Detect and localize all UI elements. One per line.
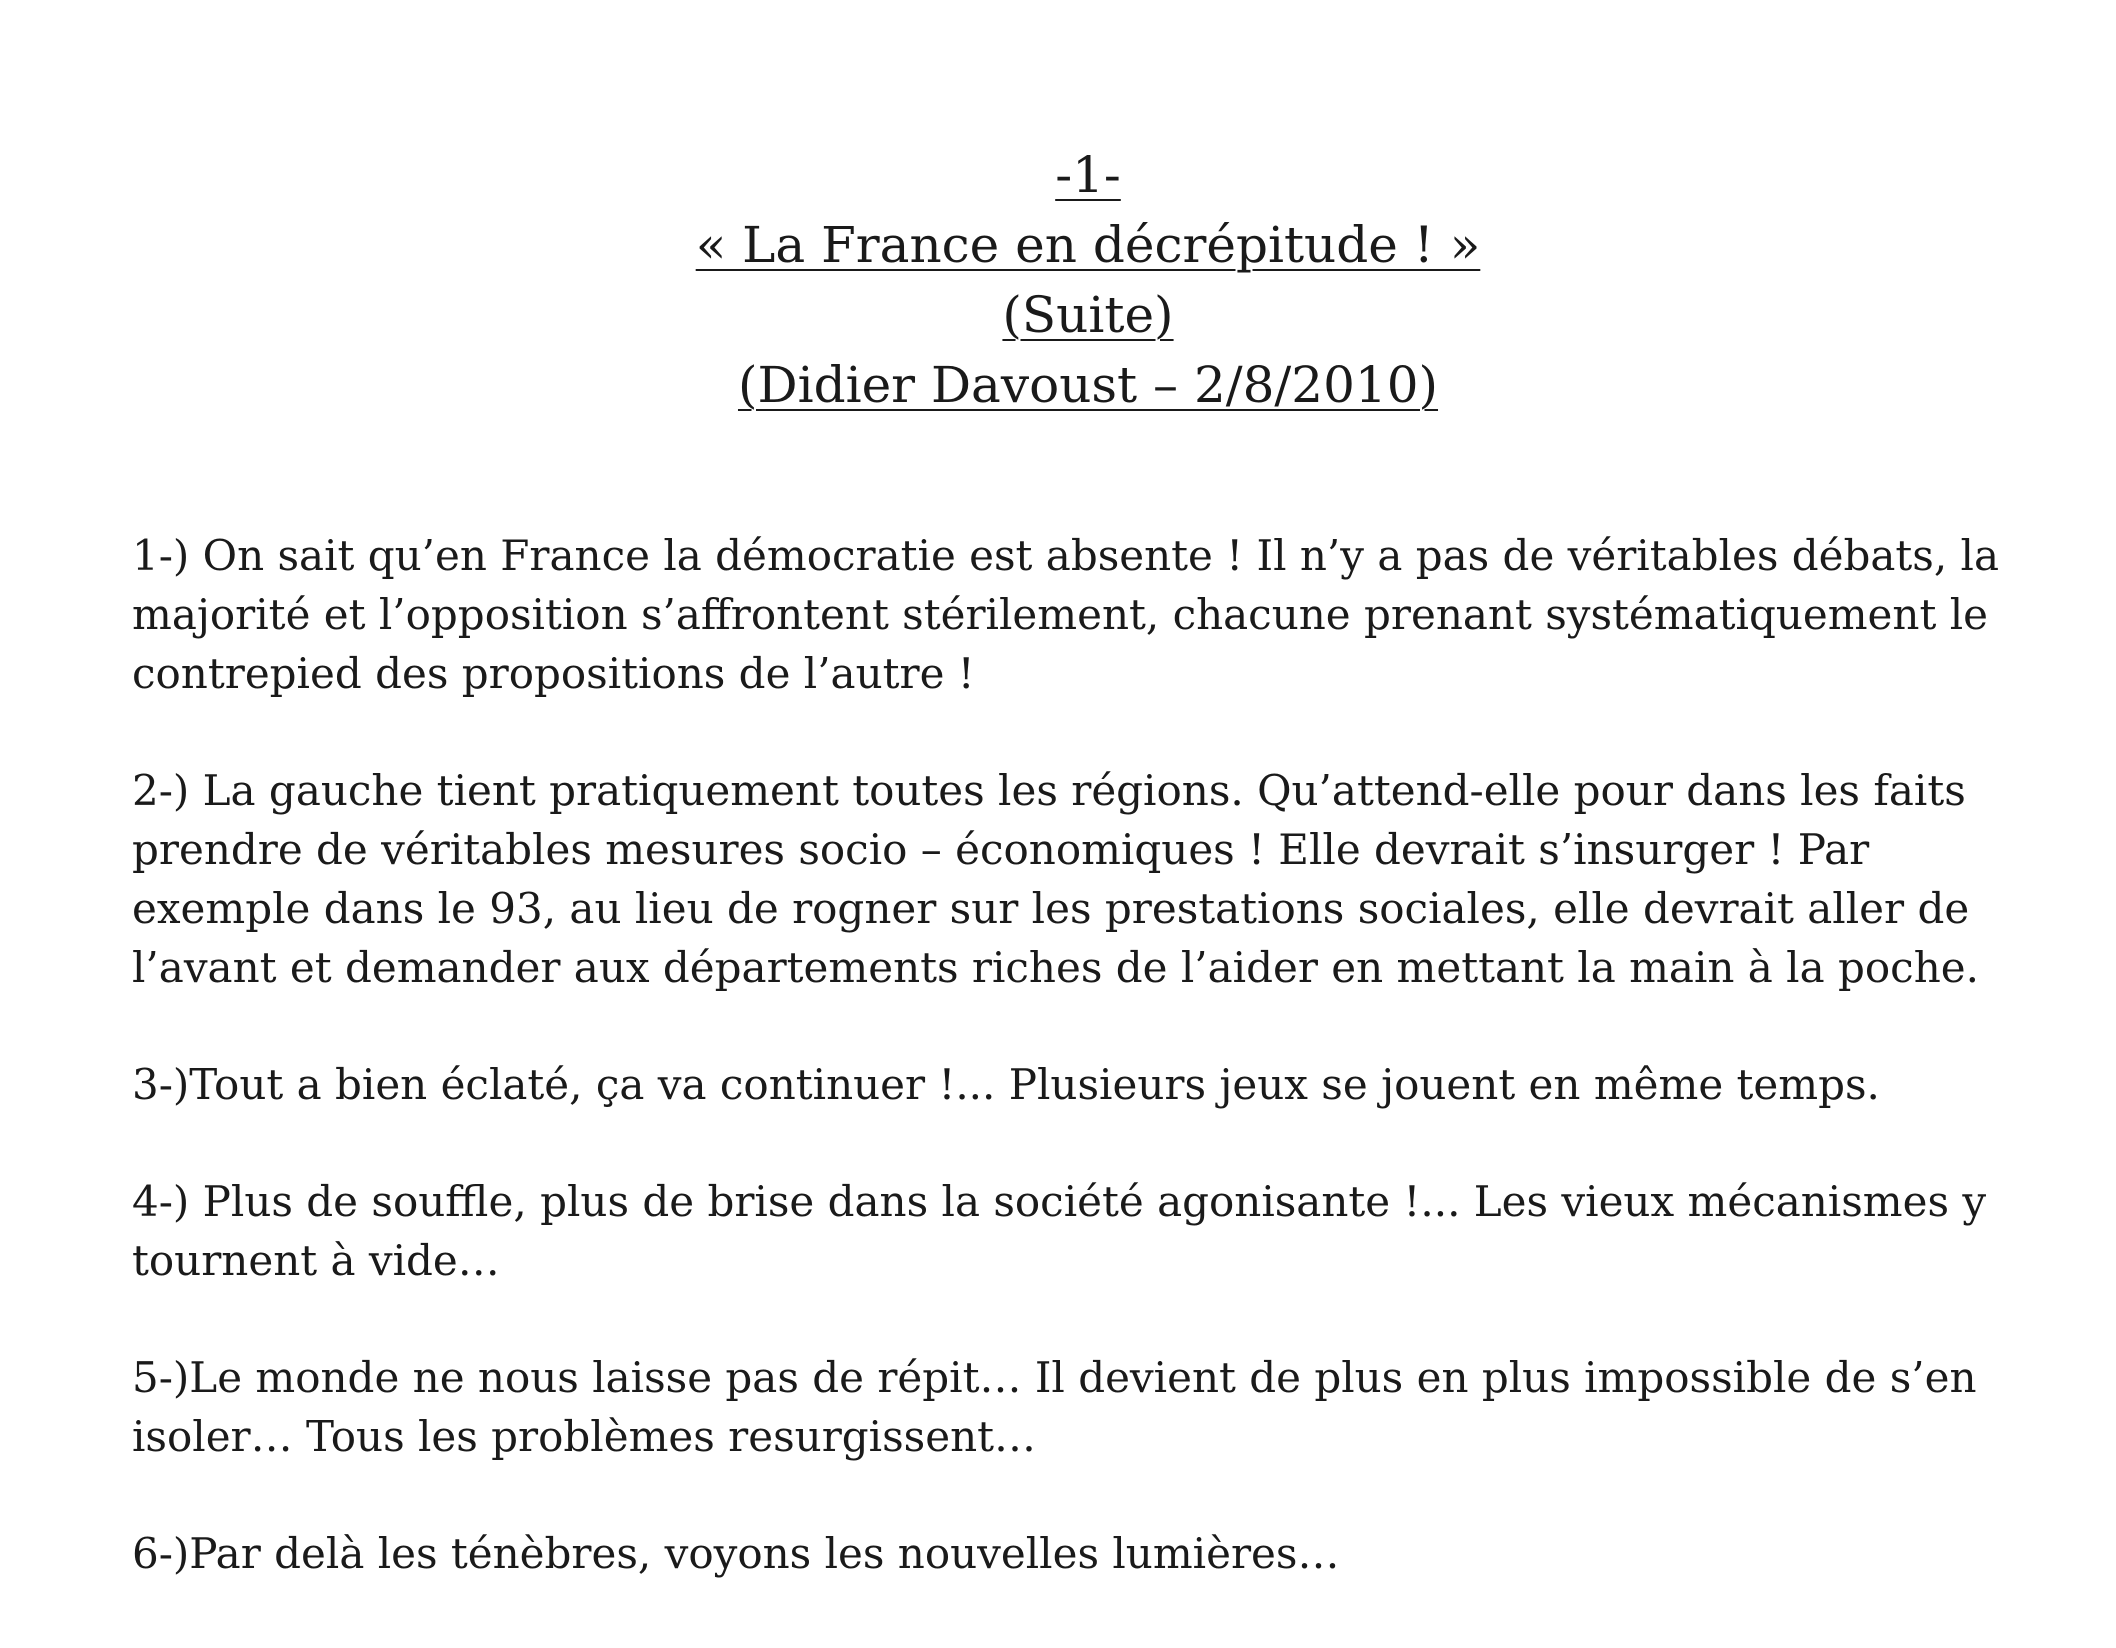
paragraph-line: exemple dans le 93, au lieu de rogner sur les prestations sociales, elle devrait aller de xyxy=(132,884,1970,933)
paragraph-line: isoler… Tous les problèmes resurgissent… xyxy=(132,1412,1037,1461)
paragraph-4 xyxy=(132,1172,2022,1290)
paragraph-line: contrepied des propositions de l’autre ! xyxy=(132,649,975,698)
paragraph-line: prendre de véritables mesures socio – économiques ! Elle devrait s’insurger ! Par xyxy=(132,825,1870,874)
paragraph-line: 1-) On sait qu’en France la démocratie est absente ! Il n’y a pas de véritables débats, la xyxy=(132,531,2000,580)
document-subtitle: (Suite) xyxy=(1002,286,1174,344)
paragraph-2 xyxy=(132,761,2022,997)
paragraph-line: 6-)Par delà les ténèbres, voyons les nouvelles lumières… xyxy=(132,1529,1340,1578)
page-number: -1- xyxy=(1055,146,1121,204)
paragraph-3 xyxy=(132,1055,2022,1114)
document-header xyxy=(0,140,2116,420)
document-byline: (Didier Davoust – 2/8/2010) xyxy=(737,356,1439,414)
paragraph-line: 2-) La gauche tient pratiquement toutes les régions. Qu’attend-elle pour dans les faits xyxy=(132,766,1966,815)
document-title: « La France en décrépitude ! » xyxy=(695,216,1481,274)
paragraph-line: 4-) Plus de souffle, plus de brise dans la société agonisante !... Les vieux mécanismes y xyxy=(132,1177,1987,1226)
document-body xyxy=(132,526,2022,1641)
paragraph-line: 5-)Le monde ne nous laisse pas de répit… Il devient de plus en plus impossible de s’en xyxy=(132,1353,1977,1402)
paragraph-5 xyxy=(132,1348,2022,1466)
paragraph-line: 3-)Tout a bien éclaté, ça va continuer !... Plusieurs jeux se jouent en même temps. xyxy=(132,1060,1880,1109)
paragraph-1 xyxy=(132,526,2022,703)
paragraph-line: l’avant et demander aux départements riches de l’aider en mettant la main à la poche. xyxy=(132,943,1979,992)
paragraph-line: tournent à vide… xyxy=(132,1236,500,1285)
paragraph-line: majorité et l’opposition s’affrontent stérilement, chacune prenant systématiquement le xyxy=(132,590,1988,639)
paragraph-6 xyxy=(132,1524,2022,1583)
